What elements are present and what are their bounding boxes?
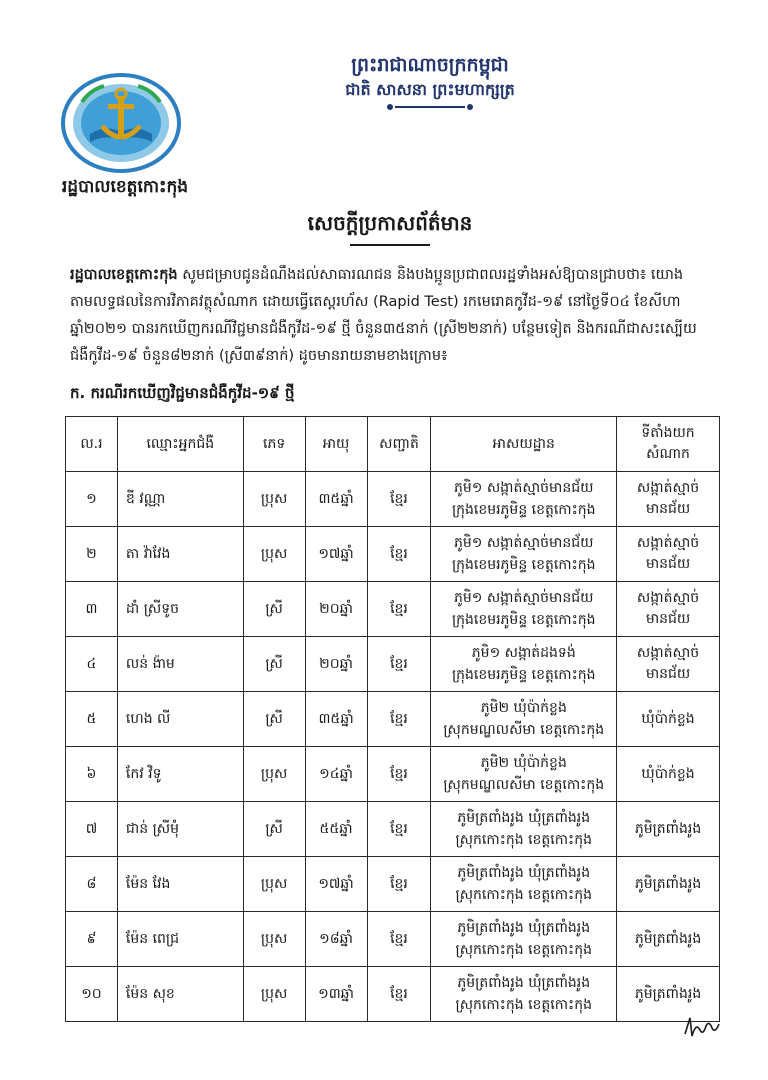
cell-address xyxy=(431,967,617,1022)
address-line-1: ភូមិត្រពាំងរូង ឃុំត្រពាំងរូង xyxy=(457,975,591,991)
cell-nationality: ខ្មែរ xyxy=(367,857,431,912)
cell-sample-site: ភូមិត្រពាំងរូង xyxy=(617,967,720,1022)
cell-sex: ស្រី xyxy=(243,582,305,637)
address-line-2: ស្រុកកោះកុង ខេត្តកោះកុង xyxy=(455,887,592,903)
col-header-sex: ភេទ xyxy=(243,417,305,472)
cell-age: ១៤ឆ្នាំ xyxy=(305,747,367,802)
address-line-1: ភូមិ១ សង្កាត់ស្មាច់មានជ័យ xyxy=(454,480,594,496)
address-line-2: ក្រុងខេមរភូមិន្ទ ខេត្តកោះកុង xyxy=(451,557,596,573)
address-line-2: ស្រុកកោះកុង ខេត្តកោះកុង xyxy=(455,832,592,848)
cell-sex: ប្រុស xyxy=(243,857,305,912)
cell-no: ១០ xyxy=(66,967,118,1022)
section-title: ក. ករណីរកឃើញវិជ្ជមានជំងឺកូវីដ-១៩ ថ្មី xyxy=(70,384,295,402)
cell-sex: ប្រុស xyxy=(243,912,305,967)
address-line-1: ភូមិ២ ឃុំប៉ាក់ខ្លង xyxy=(480,700,567,716)
cell-nationality: ខ្មែរ xyxy=(367,912,431,967)
cases-table xyxy=(65,416,720,1022)
cell-address xyxy=(431,912,617,967)
address-line-2: ស្រុកកោះកុង ខេត្តកោះកុង xyxy=(455,997,592,1013)
cell-no: ៤ xyxy=(66,637,118,692)
cell-age: ៣៥ឆ្នាំ xyxy=(305,692,367,747)
address-line-1: ភូមិត្រពាំងរូង ឃុំត្រពាំងរូង xyxy=(457,810,591,826)
cell-sex: ប្រុស xyxy=(243,527,305,582)
kingdom-line-2: ជាតិ សាសនា ព្រះមហាក្សត្រ xyxy=(345,80,515,99)
address-line-2: ក្រុងខេមរភូមិន្ទ ខេត្តកោះកុង xyxy=(451,667,596,683)
table-row xyxy=(66,637,720,692)
intro-lead: រដ្ឋបាលខេត្តកោះកុង xyxy=(70,267,178,283)
cell-age: ៥៥ឆ្នាំ xyxy=(305,802,367,857)
cell-sample-site: ឃុំប៉ាក់ខ្លង xyxy=(617,692,720,747)
col-header-address: អាសយដ្ឋាន xyxy=(431,417,617,472)
table-row xyxy=(66,912,720,967)
address-line-2: ស្រុកមណ្ឌលសីមា ខេត្តកោះកុង xyxy=(443,722,605,738)
koh-kong-emblem-icon xyxy=(60,72,182,174)
org-name: រដ្ឋបាលខេត្តកោះកុង xyxy=(61,177,189,197)
cell-address xyxy=(431,582,617,637)
col-header-no: ល.រ xyxy=(66,417,118,472)
cell-sample-site: ឃុំប៉ាក់ខ្លង xyxy=(617,747,720,802)
signature-icon xyxy=(682,1012,722,1042)
cell-name: ហេង លី xyxy=(117,692,243,747)
cell-no: ៩ xyxy=(66,912,118,967)
address-line-1: ភូមិ១ សង្កាត់ដងទង់ xyxy=(471,645,576,661)
cell-no: ៣ xyxy=(66,582,118,637)
cell-address xyxy=(431,692,617,747)
cell-age: ១៧ឆ្នាំ xyxy=(305,857,367,912)
cell-sample-site: សង្កាត់ស្មាច់មានជ័យ xyxy=(617,527,720,582)
cell-sample-site: សង្កាត់ស្មាច់មានជ័យ xyxy=(617,472,720,527)
cell-address xyxy=(431,747,617,802)
cell-address xyxy=(431,802,617,857)
cell-sample-site: សង្កាត់ស្មាច់មានជ័យ xyxy=(617,582,720,637)
table-row xyxy=(66,747,720,802)
cell-name: កែវ វិទូ xyxy=(117,747,243,802)
cell-name: ឌី វណ្ណា xyxy=(117,472,243,527)
col-header-name: ឈ្មោះអ្នកជំងឺ xyxy=(117,417,243,472)
cell-sex: ប្រុស xyxy=(243,967,305,1022)
cell-name: ម៉ែន វែង xyxy=(117,857,243,912)
cell-sex: ស្រី xyxy=(243,802,305,857)
cell-sample-site: ភូមិត្រពាំងរូង xyxy=(617,912,720,967)
table-row xyxy=(66,692,720,747)
cell-age: ១៨ឆ្នាំ xyxy=(305,912,367,967)
table-row xyxy=(66,802,720,857)
col-header-age: អាយុ xyxy=(305,417,367,472)
cell-sample-site: ភូមិត្រពាំងរូង xyxy=(617,802,720,857)
cell-no: ៥ xyxy=(66,692,118,747)
cell-age: ២០ឆ្នាំ xyxy=(305,582,367,637)
table-row xyxy=(66,527,720,582)
heading-ornament xyxy=(395,106,465,108)
table-row xyxy=(66,472,720,527)
intro-paragraph xyxy=(70,262,700,370)
title-ornament xyxy=(350,244,430,246)
kingdom-heading xyxy=(260,52,600,108)
cell-no: ៨ xyxy=(66,857,118,912)
cell-nationality: ខ្មែរ xyxy=(367,637,431,692)
cell-age: ២០ឆ្នាំ xyxy=(305,637,367,692)
cell-sex: ស្រី xyxy=(243,637,305,692)
address-line-1: ភូមិ១ សង្កាត់ស្មាច់មានជ័យ xyxy=(454,535,594,551)
cell-sample-site: សង្កាត់ស្មាច់មានជ័យ xyxy=(617,637,720,692)
cell-name: ម៉ែន សុខ xyxy=(117,967,243,1022)
cell-name: លន់ ង៉ាម xyxy=(117,637,243,692)
cell-age: ៣៥ឆ្នាំ xyxy=(305,472,367,527)
cell-nationality: ខ្មែរ xyxy=(367,802,431,857)
address-line-1: ភូមិ២ ឃុំប៉ាក់ខ្លង xyxy=(480,755,567,771)
cell-name: តា វ៉ាវែង xyxy=(117,527,243,582)
cell-name: ដាំ ស្រីទូច xyxy=(117,582,243,637)
cell-sex: ប្រុស xyxy=(243,747,305,802)
cell-age: ១៣ឆ្នាំ xyxy=(305,967,367,1022)
table-header-row xyxy=(66,417,720,472)
col-header-nationality: សញ្ជាតិ xyxy=(367,417,431,472)
doc-title: សេចក្តីប្រកាសព័ត៌មាន xyxy=(307,211,473,235)
address-line-1: ភូមិត្រពាំងរូង ឃុំត្រពាំងរូង xyxy=(457,920,591,936)
table-row xyxy=(66,582,720,637)
cell-address xyxy=(431,857,617,912)
cell-name: ជាន់ ស្រីមុំ xyxy=(117,802,243,857)
cell-address xyxy=(431,527,617,582)
cell-no: ២ xyxy=(66,527,118,582)
intro-body: សូមជម្រាបជូនដំណឹងដល់សាធារណជន និងបងប្អូនប្រជាពលរដ្ឋទាំងអស់ឱ្យបានជ្រាបថា៖ យោងតាមលទ្ធផលនៃការវិភាគវត្ថុសំណាក ដោយធ្វើតេស្តរហ័ស (Rapid Test) រកមេរោគកូវីដ-១៩ នៅថ្ងៃទី០៤ ខែសីហា ឆ្នាំ២០២១ បានរកឃើញករណីវិជ្ជមានជំងឺកូវីដ-១៩ ថ្មី ចំនួន៣៥នាក់ (ស្រី២២នាក់) បន្ថែមទៀត និងករណីជាសះស្បើយជំងឺកូវីដ-១៩ ចំនួន៨២នាក់ (ស្រី៣៩នាក់) ដូចមានរាយនាមខាងក្រោម៖ xyxy=(70,267,697,364)
kingdom-line-1: ព្រះរាជាណាចក្រកម្ពុជា xyxy=(351,54,509,76)
cell-nationality: ខ្មែរ xyxy=(367,582,431,637)
cell-nationality: ខ្មែរ xyxy=(367,747,431,802)
cell-no: ៦ xyxy=(66,747,118,802)
address-line-1: ភូមិត្រពាំងរូង ឃុំត្រពាំងរូង xyxy=(457,865,591,881)
cell-address xyxy=(431,472,617,527)
address-line-2: ស្រុកមណ្ឌលសីមា ខេត្តកោះកុង xyxy=(443,777,605,793)
table-row xyxy=(66,967,720,1022)
cell-nationality: ខ្មែរ xyxy=(367,692,431,747)
cell-nationality: ខ្មែរ xyxy=(367,527,431,582)
address-line-2: ស្រុកកោះកុង ខេត្តកោះកុង xyxy=(455,942,592,958)
cell-age: ១៧ឆ្នាំ xyxy=(305,527,367,582)
cell-sex: ស្រី xyxy=(243,692,305,747)
cell-sex: ប្រុស xyxy=(243,472,305,527)
address-line-2: ក្រុងខេមរភូមិន្ទ ខេត្តកោះកុង xyxy=(451,502,596,518)
cell-nationality: ខ្មែរ xyxy=(367,967,431,1022)
address-line-2: ក្រុងខេមរភូមិន្ទ ខេត្តកោះកុង xyxy=(451,612,596,628)
col-header-sample-site: ទីតាំងយកសំណាក xyxy=(617,417,720,472)
cell-nationality: ខ្មែរ xyxy=(367,472,431,527)
cell-address xyxy=(431,637,617,692)
table-row xyxy=(66,857,720,912)
cell-sample-site: ភូមិត្រពាំងរូង xyxy=(617,857,720,912)
cell-no: ១ xyxy=(66,472,118,527)
address-line-1: ភូមិ១ សង្កាត់ស្មាច់មានជ័យ xyxy=(454,590,594,606)
cell-name: ម៉ែន ពេជ្រ xyxy=(117,912,243,967)
cell-no: ៧ xyxy=(66,802,118,857)
